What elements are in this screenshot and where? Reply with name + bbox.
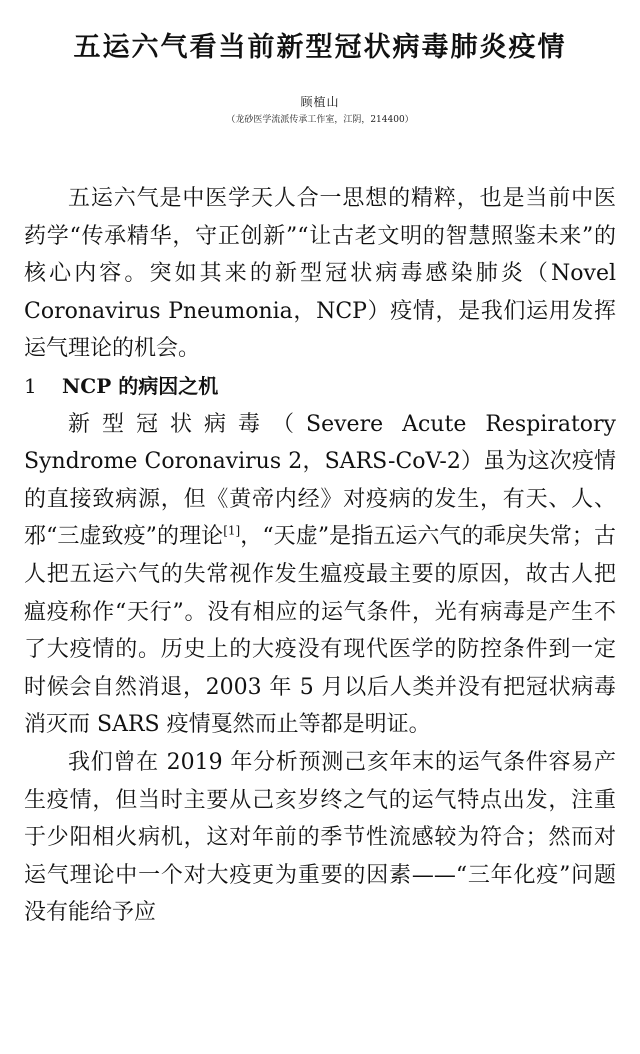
- paragraph-prediction: 我们曾在 2019 年分析预测己亥年末的运气条件容易产生疫情，但当时主要从己亥岁终之气的运气特点出发，注重于少阳相火病机，这对年前的季节性流感较为符合；然而对运气理论中一个对大疫更为重要的因素——“三年化疫”问题没有能给予应: [24, 749, 616, 926]
- section-title: NCP 的病因之机: [62, 373, 219, 398]
- paragraph-etiology: [24, 406, 616, 744]
- section-heading: [24, 368, 616, 406]
- section-number: 1: [24, 373, 37, 398]
- article-title: 五运六气看当前新型冠状病毒肺炎疫情: [73, 32, 567, 63]
- author-name: 顾植山: [300, 95, 340, 109]
- paragraph-intro: 五运六气是中医学天人合一思想的精粹，也是当前中医药学“传承精华，守正创新”“让古老文明的智慧照鉴未来”的核心内容。突如其来的新型冠状病毒感染肺炎（Novel Coronavirus Pneumonia，NCP）疫情，是我们运用发挥运气理论的机会。: [24, 186, 616, 362]
- article-body: [24, 180, 616, 932]
- author-affiliation: （龙砂医学流派传承工作室，江阴，214400）: [226, 115, 414, 125]
- paragraph-text-part: 新型冠状病毒（Severe Acute Respiratory Syndrome Coronavirus 2，SARS-CoV-2）虽为这次疫情的直接致病源，但《黄帝内经》对疫病的发生，有天、人、邪“三虚致疫”的理论: [24, 411, 616, 550]
- paragraph-text-part: ，“天虚”是指五运六气的乖戾失常；古人把五运六气的失常视作发生瘟疫最主要的原因，故古人把瘟疫称作“天行”。没有相应的运气条件，光有病毒是产生不了大疫情的。历史上的大疫没有现代医学的防控条件到一定时候会自然消退，2003 年 5 月以后人类并没有把冠状病毒消灭而 SARS 疫情戛然而止等都是明证。: [24, 524, 616, 738]
- citation-marker[interactable]: [1]: [223, 524, 241, 539]
